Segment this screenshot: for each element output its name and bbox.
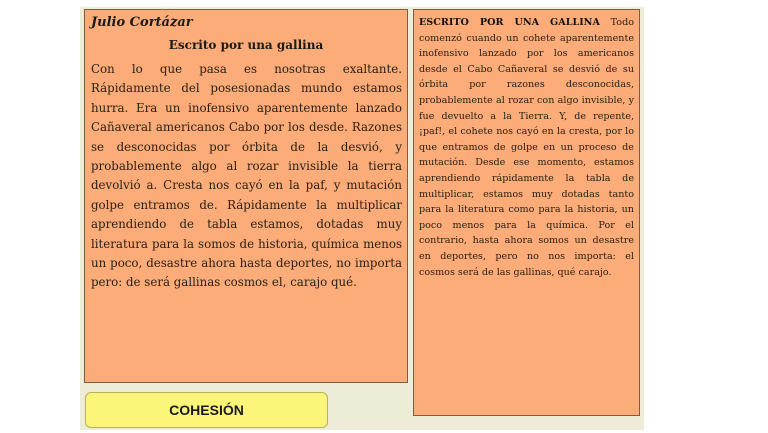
scrambled-text-panel bbox=[84, 9, 408, 383]
original-text-panel bbox=[413, 9, 640, 416]
scrambled-title: Escrito por una gallina bbox=[168, 38, 324, 52]
original-title: ESCRITO POR UNA GALLINA bbox=[419, 17, 600, 28]
original-body-text: Todo comenzó cuando un cohete aparentemente inofensivo lanzado por los americanos desde el Cabo Cañaveral se desvió de su órbita por razones desconocidas, probablemente al rozar con algo invisible, y fue devuelto a la Tierra. Y, de repente, ¡paf!, el cohete nos cayó en la cresta, por lo que entramos de golpe en un proceso de mutación. Desde ese momento, estamos aprendiendo rápidamente la tabla de multiplicar, estamos muy dotadas tanto para la literatura como para la historia, un poco menos para la química. Por el contrario, hasta ahora somos un desastre en deportes, pero no nos importa: el cosmos será de las gallinas, qué carajo. bbox=[419, 17, 634, 278]
scrambled-body-text: Con lo que pasa es nosotras exaltante. Rápidamente del posesionadas mundo estamos hurra. Era un inofensivo aparentemente lanzado Cañaveral americanos Cabo por los desde. Razones se desconocidas por órbita de la desvió, y probablemente algo al rozar invisible la tierra devolvió a. Cresta nos cayó en la paf, y mutación golpe entramos de. Rápidamente la multiplicar aprendiendo de tabla estamos, dotadas muy literatura para la somos de historia, química menos un poco, desastre ahora hasta deportes, no importa pero: de será gallinas cosmos el, carajo qué. bbox=[91, 62, 402, 290]
author-name: Julio Cortázar bbox=[91, 15, 193, 30]
original-text-paragraph bbox=[419, 15, 634, 280]
cohesion-button[interactable]: COHESIÓN bbox=[85, 392, 328, 428]
